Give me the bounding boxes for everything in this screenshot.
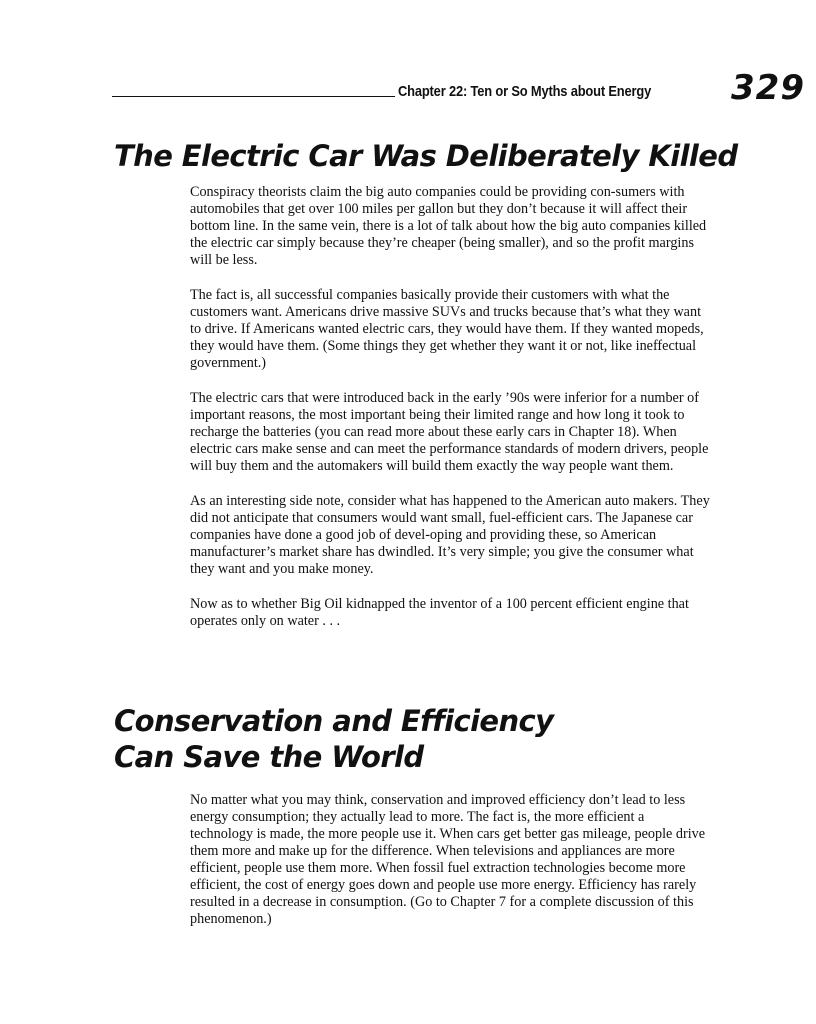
header-rule — [112, 96, 395, 97]
paragraph: The fact is, all successful companies basically provide their customers with what the customers want. Americans drive massive SUVs and trucks because that’s what they want to drive. If Americans wanted electric cars, they would have them. If they wanted mopeds, they would have them. (Some things they get whether they want it or not, like ineffectual government.) — [190, 287, 704, 371]
section-body-conservation — [190, 792, 710, 928]
section-title-line: Conservation and Efficiency — [114, 704, 554, 738]
paragraph: Conspiracy theorists claim the big auto companies could be providing con-sumers with automobiles that get over 100 miles per gallon but they don’t because it will affect their bottom line. In the same vein, there is a lot of talk about how the big auto companies killed the electric car simply because they’re cheaper (being smaller), and so the profit margins will be less. — [190, 184, 707, 268]
section-body-electric-car — [190, 184, 710, 630]
paragraph: No matter what you may think, conservation and improved efficiency don’t lead to less energy consumption; they actually lead to more. The fact is, the more efficient a technology is made, the more people use it. When cars get better gas mileage, people drive them more and make up for the difference. When televisions and appliances are more efficient, people use them more. When fossil fuel extraction technologies become more efficient, the cost of energy goes down and people use more energy. Efficiency has rarely resulted in a decrease in consumption. (Go to Chapter 7 for a complete discussion of this phenomenon.) — [190, 792, 706, 927]
paragraph: As an interesting side note, consider what has happened to the American auto makers. They did not anticipate that consumers would want small, fuel-efficient cars. The Japanese car companies have done a good job of devel-oping and providing these, so American manufacturer’s market share has dwindled. It’s very simple; you give the consumer what they want and you make money. — [190, 493, 710, 577]
section-title-electric-car: The Electric Car Was Deliberately Killed — [114, 139, 738, 173]
page-number: 329 — [731, 68, 805, 108]
paragraph: Now as to whether Big Oil kidnapped the inventor of a 100 percent efficient engine that operates only on water . . . — [190, 596, 689, 629]
section-title-conservation — [114, 703, 553, 775]
paragraph: The electric cars that were introduced back in the early ’90s were inferior for a number of important reasons, the most important being their limited range and how long it took to recharge the batteries (you can read more about these early cars in Chapter 18). When electric cars make sense and can meet the performance standards of modern drivers, people will buy them and the automakers will build them exactly the way people want them. — [190, 390, 709, 474]
section-title-line: Can Save the World — [114, 740, 424, 774]
running-head: Chapter 22: Ten or So Myths about Energy — [398, 83, 652, 100]
